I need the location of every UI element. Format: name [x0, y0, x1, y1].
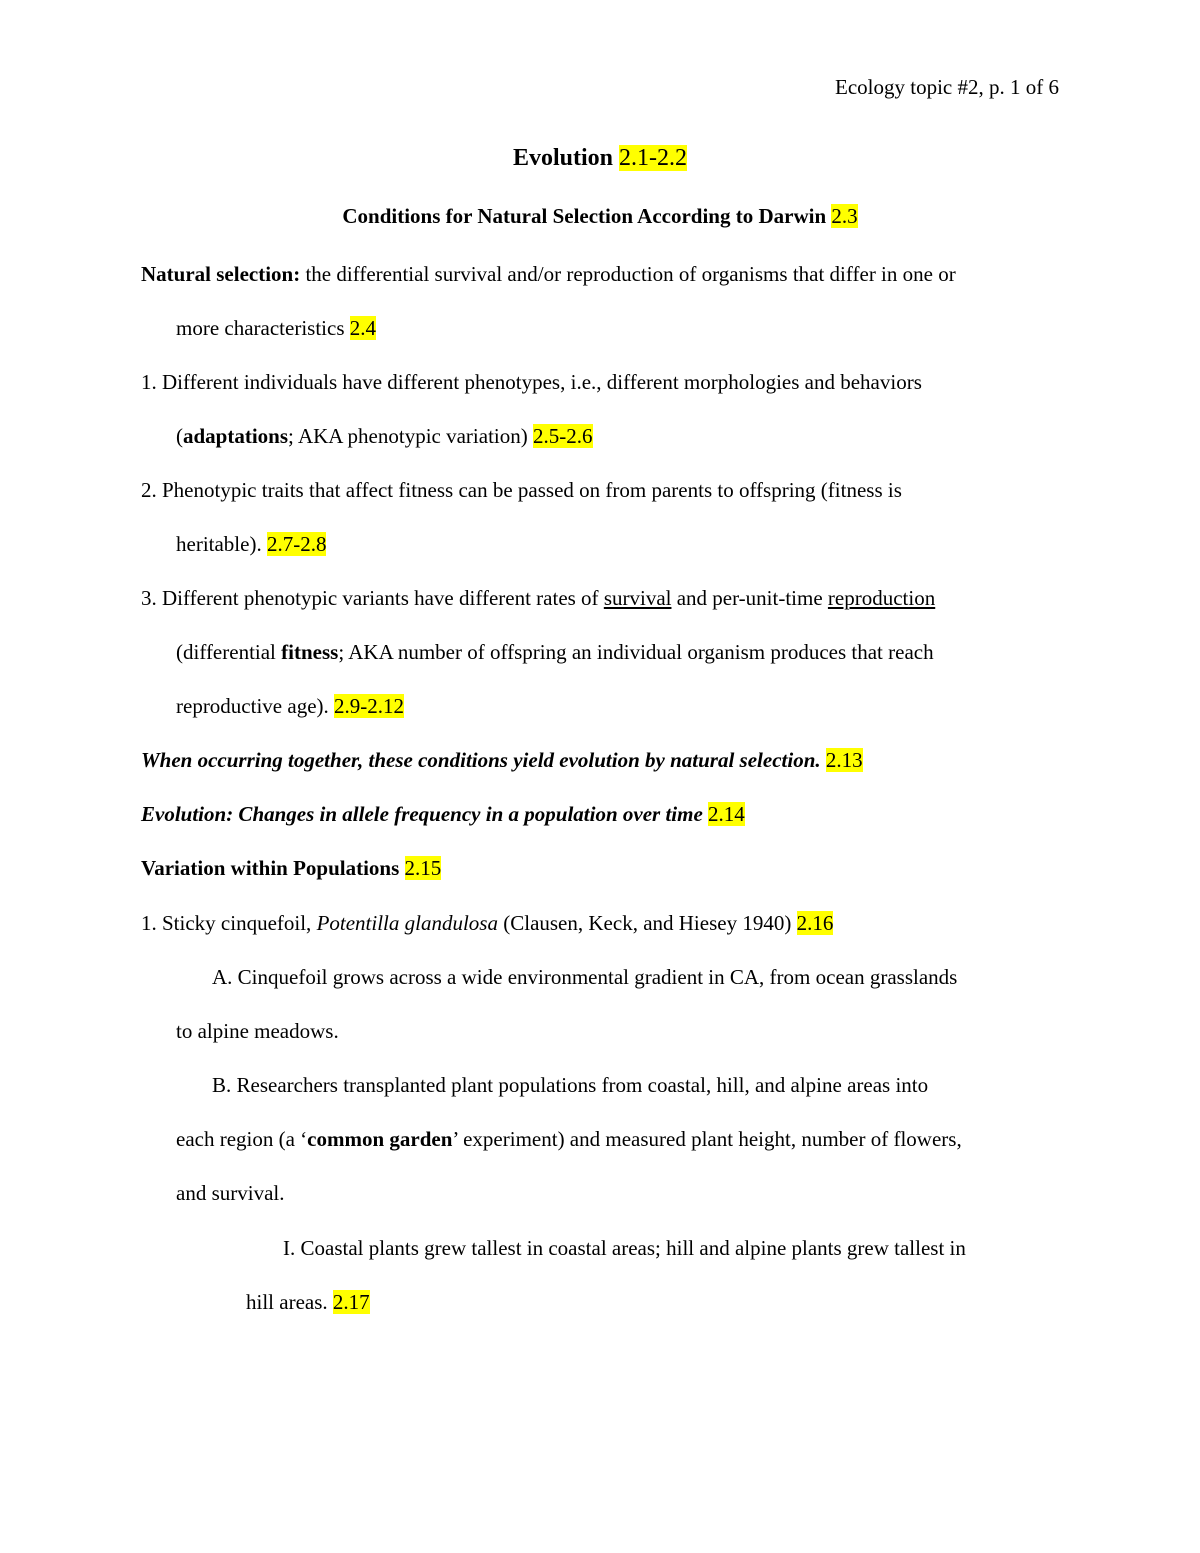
condition-1-bold: adaptations	[183, 424, 289, 448]
point-b-l2-pre: each region (a ‘	[176, 1127, 308, 1151]
definition-line-1	[141, 261, 956, 287]
condition-1-ref: 2.5-2.6	[533, 424, 593, 448]
subtitle-ref: 2.3	[831, 204, 858, 228]
condition-2-line-1: 2. Phenotypic traits that affect fitness can be passed on from parents to offspring (fitness is	[141, 478, 902, 502]
point-i-ref: 2.17	[332, 1290, 370, 1314]
condition-1-pre: (	[176, 424, 183, 448]
running-head: Ecology topic #2, p. 1 of 6	[835, 75, 1059, 99]
condition-1-line-1: 1. Different individuals have different phenotypes, i.e., different morphologies and behaviors	[141, 370, 922, 394]
point-b-line-2	[176, 1126, 962, 1152]
variation-heading-text: Variation within Populations	[141, 856, 400, 880]
variation-heading-ref: 2.15	[404, 856, 442, 880]
point-b-line-3: and survival.	[176, 1181, 285, 1205]
condition-3-pre: 3. Different phenotypic variants have different rates of	[141, 586, 604, 610]
point-a-line-1: A. Cinquefoil grows across a wide environmental gradient in CA, from ocean grasslands	[212, 965, 958, 989]
variation-heading	[141, 855, 441, 881]
summary-ref: 2.13	[825, 748, 863, 772]
condition-2-text: heritable).	[176, 532, 267, 556]
example-1-ref: 2.16	[796, 911, 834, 935]
section-subtitle	[0, 203, 1200, 229]
definition-ref: 2.4	[349, 316, 376, 340]
condition-3-reproduction: reproduction	[827, 586, 936, 610]
condition-3-mid: and per-unit-time	[671, 586, 828, 610]
condition-3-ref: 2.9-2.12	[334, 694, 405, 718]
condition-1-line-2	[176, 423, 593, 449]
point-a-line-2: to alpine meadows.	[176, 1019, 339, 1043]
example-1	[141, 910, 833, 936]
condition-3-text-3: reproductive age).	[176, 694, 335, 718]
definition-line-2	[176, 315, 376, 341]
condition-3-line-3	[176, 693, 404, 719]
point-i-text-2: hill areas.	[246, 1290, 333, 1314]
summary-text: When occurring together, these conditions yield evolution by natural selection.	[141, 748, 821, 772]
condition-2-ref: 2.7-2.8	[266, 532, 327, 556]
subtitle-text: Conditions for Natural Selection According to Darwin	[342, 204, 832, 228]
condition-2-line-2	[176, 531, 326, 557]
example-1-species: Potentilla glandulosa	[316, 911, 498, 935]
definition-text: the differential survival and/or reproduction of organisms that differ in one or	[300, 262, 956, 286]
condition-3-line-1	[141, 585, 935, 611]
definition-text-2: more characteristics	[176, 316, 350, 340]
definition-term: Natural selection:	[141, 262, 301, 286]
point-b-line-1: B. Researchers transplanted plant populations from coastal, hill, and alpine areas into	[212, 1073, 929, 1097]
condition-3-line-2	[176, 639, 934, 665]
point-i-line-1: I. Coastal plants grew tallest in coastal areas; hill and alpine plants grew tallest in	[283, 1236, 966, 1260]
evolution-definition-ref: 2.14	[708, 802, 745, 826]
condition-3-survival: survival	[603, 586, 672, 610]
condition-3-l2-pre: (differential	[176, 640, 282, 664]
example-1-pre: 1. Sticky cinquefoil,	[141, 911, 317, 935]
summary-line	[141, 747, 863, 773]
title-ref: 2.1-2.2	[619, 145, 688, 171]
title-text: Evolution	[512, 145, 620, 171]
evolution-definition	[141, 801, 745, 827]
condition-1-post: ; AKA phenotypic variation)	[288, 424, 533, 448]
page-title	[0, 145, 1200, 171]
example-1-post: (Clausen, Keck, and Hiesey 1940)	[497, 911, 797, 935]
point-b-l2-post: ’ experiment) and measured plant height, number of flowers,	[452, 1127, 962, 1151]
condition-3-fitness: fitness	[281, 640, 339, 664]
evolution-definition-text: Evolution: Changes in allele frequency in a population over time	[141, 802, 703, 826]
point-b-common-garden: common garden	[307, 1127, 453, 1151]
point-i-line-2	[246, 1289, 370, 1315]
condition-3-l2-post: ; AKA number of offspring an individual organism produces that reach	[338, 640, 934, 664]
